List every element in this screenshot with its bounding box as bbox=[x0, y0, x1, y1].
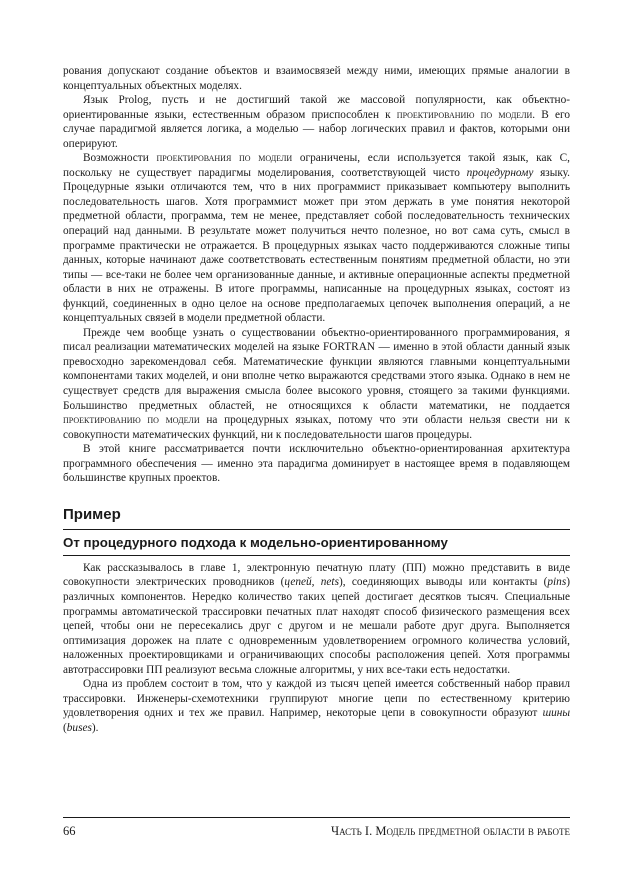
paragraph-7-text-c: ). bbox=[91, 721, 99, 734]
paragraph-6-emphasis-1: цепей, nets bbox=[284, 576, 339, 589]
paragraph-7-emphasis-1: шины bbox=[542, 707, 570, 720]
page-number: 66 bbox=[63, 824, 76, 838]
paragraph-4-text-b: на процедурных языках, потому что эти области нельзя свести ни к совокупности математических функций, ни к последовательности шагов процедуры. bbox=[63, 414, 570, 441]
paragraph-7-emphasis-2: buses bbox=[66, 721, 92, 734]
paragraph-3 bbox=[63, 151, 570, 326]
running-head: Часть I. Модель предметной области в работе bbox=[330, 824, 570, 838]
paragraph-3-emphasis: процедурному bbox=[466, 166, 534, 179]
paragraph-4-term: проектированию по модели bbox=[63, 414, 200, 427]
paragraph-6 bbox=[63, 561, 570, 677]
paragraph-6-text-b: ), соединяющих выводы или контакты ( bbox=[338, 576, 548, 589]
paragraph-6-emphasis-2: pins bbox=[547, 576, 567, 589]
paragraph-3-text-b: ограничены, если используется такой язык, как C, поскольку не существует парадигмы моделирования, соответствующей чисто bbox=[63, 152, 571, 179]
paragraph-7-text-a: Одна из проблем состоит в том, что у каждой из тысяч цепей имеется собственный набор правил трассировки. Инженеры-схемотехники группируют многие цепи по естественному критерию удовлетворения одних и тех же правил. Например, некоторые цепи в совокупности образуют bbox=[63, 678, 570, 720]
paragraph-6-text-a: Как рассказывалось в главе 1, электронную печатную плату (ПП) можно представить в виде совокупности электрических проводников ( bbox=[63, 561, 570, 589]
paragraph-5: В этой книге рассматривается почти исключительно объектно-ориентированная архитектура программного обеспечения — именно эта парадигма доминирует в настоящее время в подавляющем большинстве крупных проектов. bbox=[63, 443, 570, 485]
page-body bbox=[63, 64, 570, 854]
subsection-heading: От процедурного подхода к модельно-ориентированному bbox=[63, 535, 570, 556]
paragraph-2-text-b: . В его случае парадигмой является логика, а моделью — набор логических правил и фактов, которыми они оперируют. bbox=[63, 108, 570, 150]
paragraph-1: рования допускают создание объектов и взаимосвязей между ними, имеющих прямые аналогии в концептуальных объектных моделях. bbox=[63, 65, 570, 92]
paragraph-6-text-c: ) различных компонентов. Нередко количество таких цепей достигает десятков тысяч. Специальные программы автоматической трассировки печатных плат находят способ физического размещения всех цепей, чтобы они не пересекались друг с другом и не мешали работе друг друга. Выполняется оптимизация дорожек на плате с одновременным удовлетворением огромного количества условий, наложенных проектировщиками и ограничивающих способы расположения цепей. Хотя программы автотрассировки ПП реализуют весьма сложные алгоритмы, у них все-таки есть недостатки. bbox=[63, 576, 570, 676]
paragraph-2-text-a: Язык Prolog, пусть и не достигший такой же массовой популярности, как объектно-ориентированные языки, естественным образом приспособлен к bbox=[63, 94, 570, 121]
section-heading-example: Пример bbox=[63, 506, 570, 530]
paragraph-7-text-b: ( bbox=[63, 721, 67, 734]
paragraph-7 bbox=[63, 677, 570, 735]
paragraph-2-term: проектированию по модели bbox=[396, 108, 533, 121]
paragraph-3-text-c: языку. Процедурные языки отличаются тем, что в них программист приказывает компьютеру выполнить последовательность шагов. Хотя программист может при этом держать в уме понятия некоторой предметной области, программа, тем не менее, представляет собой последовательность технических операций над данными. В результате может получиться нечто полезное, но вот сама суть, смысл в программе практически не отражается. В процедурных языках часто поддерживаются сложные типы данных, которые начинают даже соответствовать естественным понятиям предметной области, но эти типы — все-таки не более чем организованные данные, и активные операционные аспекты предметной области в них не отражены. В итоге программы, написанные на процедурных языках, состоят из функций, соединенных в одно целое на основе предполагаемых цепочек выполнения операций, а не концептуальных связей в модели предметной области. bbox=[63, 166, 570, 325]
paragraph-4-text-a: Прежде чем вообще узнать о существовании объектно-ориентированного программирования, я писал реализации математических моделей на языке FORTRAN — именно в этой области данный язык превосходно зарекомендовал себя. Математические функции являются главными концептуальными компонентами таких моделей, и они вполне четко выражаются средствами этого языка. Однако в нем не существует средств для выражения смысла более высокого уровня, стоящего за такими функциями. Большинство предметных областей, не относящихся к области математики, не поддается bbox=[63, 326, 570, 412]
page-footer bbox=[63, 817, 570, 840]
paragraph-3-text-a: Возможности bbox=[83, 152, 157, 165]
paragraph-3-term: проектирования по модели bbox=[156, 152, 293, 165]
paragraph-4 bbox=[63, 326, 570, 442]
paragraph-2 bbox=[63, 93, 570, 151]
